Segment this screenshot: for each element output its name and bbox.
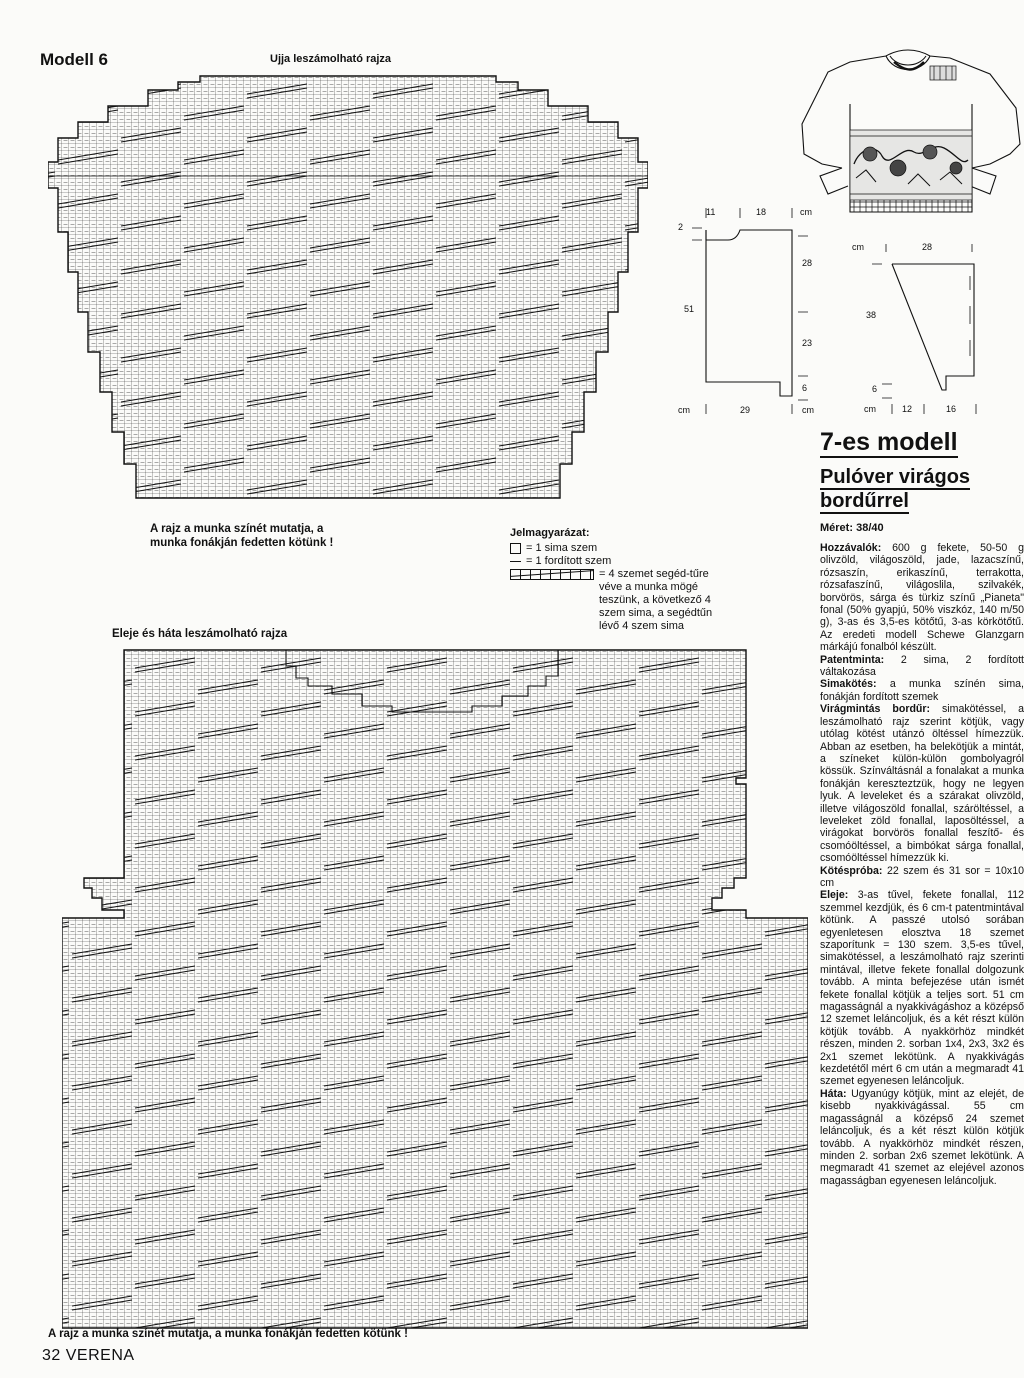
legend-cable	[510, 568, 735, 633]
legend-knit	[510, 542, 735, 555]
subtitle-line1: Pulóver virágos	[820, 466, 971, 488]
sleeve-rib: 6	[872, 384, 878, 394]
body-top-b: 18	[756, 207, 767, 217]
sleeve-schematic	[852, 236, 992, 420]
gauge-text: 22 szem és 31 sor = 10x10 cm	[820, 864, 1024, 889]
sleeve-note	[150, 522, 333, 550]
rib-label: Patentminta:	[820, 653, 885, 666]
subtitle-line2: bordűrrel	[820, 490, 909, 512]
body-chart-title: Eleje és háta leszámolható rajza	[112, 628, 288, 640]
materials-paragraph	[820, 542, 1024, 654]
subtitle	[820, 466, 1024, 514]
sleeve-height: 38	[866, 310, 877, 320]
front-label: Eleje:	[820, 889, 849, 902]
gauge-label: Kötéspróba:	[820, 864, 883, 877]
instructions-text	[820, 542, 1024, 1187]
stockinette-label: Simakötés:	[820, 678, 877, 691]
body-left-height: 51	[684, 304, 695, 314]
legend	[510, 527, 735, 633]
body-right-upper: 28	[802, 258, 813, 268]
sleeve-top-unit: cm	[852, 242, 864, 252]
materials-label: Hozzávalók:	[820, 542, 882, 554]
body-top-unit: cm	[800, 207, 812, 217]
sleeve-chart-title: Ujja leszámolható rajza	[270, 53, 392, 65]
model-label: Modell 6	[40, 50, 109, 69]
sleeve-chart	[48, 74, 648, 500]
sleeve-cuff-width: 12	[902, 404, 913, 414]
body-left-unit: cm	[678, 405, 690, 415]
legend-purl-text: = 1 fordított szem	[526, 555, 612, 567]
border-text: simakötéssel, a leszámolható rajz szerint kötjük, vagy utólag kötést utánzó öltéssel hímezzük. Abban az esetben, ha belekötjük a mintát, a színeket külön-külön gombolyagról kössük. Színváltásnál a fonalakat a munka fonákján kereszteztzük, hogy ne legyen lyuk. A leveleket és a szárakat olivzöld, illetve világoszöld fonallal, száröltéssel, a leveleket zöld fonallal, laposöltéssel, a virágokat borvörös fonallal feszítő- és csomóöltéssel, a bimbókat sárga fonallal, csomóöltéssel hímezzük ki.	[820, 703, 1024, 865]
page-title: 7-es modell	[820, 428, 958, 456]
body-note: A rajz a munka színét mutatja, a munka fonákján fedetten kötünk !	[48, 1328, 408, 1340]
knit-symbol-icon	[510, 543, 521, 554]
body-top-a: 11	[706, 207, 716, 217]
body-schematic	[668, 200, 828, 420]
materials-text: 600 g fekete, 50-50 g olivzöld, világoszöld, jade, lazacszínű, rózsaszín, erikaszínű, terrakotta, rózsafaszínű, világoslila, szilvakék, borvörös, sárga és türkiz színű „Pianeta" fonal (50% gyapjú, 50% viszkóz, 140 m/50 g), 3-as és 3,5-es kötőtű, 3-as körkötőtű. Az eredeti modell Schewe Glanzgarn márkájú fonalból készült.	[820, 542, 1024, 654]
back-label: Háta:	[820, 1087, 847, 1100]
sleeve-diag-width: 16	[946, 404, 957, 414]
rib-paragraph	[820, 654, 1024, 679]
legend-title: Jelmagyarázat:	[510, 527, 590, 539]
back-text: Ugyanúgy kötjük, mint az elejét, de kisebb nyakkivágással. 55 cm magasságnál a középső 24 szemet leláncoljuk, és a két részt külön kötjük tovább. A nyakkörhöz mindkét részen, minden 2. sorban 2x6 szemet lekötünk. A megmaradt 41 szemet az elejével azonos magasságban egyenesen leláncoljuk.	[820, 1087, 1024, 1187]
size-value: 38/40	[856, 522, 884, 534]
legend-cable-text: = 4 szemet segéd-tűre véve a munka mögé teszünk, a következő 4 szem sima, a segédtűn lévő 4 szem sima	[599, 568, 713, 632]
sweater-illustration	[790, 44, 1024, 224]
body-chart	[62, 648, 808, 1330]
stockinette-text: a munka színén sima, fonákján fordított szemek	[820, 678, 1024, 703]
purl-symbol-icon	[510, 561, 521, 562]
page-footer: 32 VERENA	[42, 1347, 135, 1364]
back-paragraph	[820, 1088, 1024, 1187]
gauge-paragraph	[820, 865, 1024, 890]
body-rib: 6	[802, 383, 808, 393]
body-right-lower: 23	[802, 338, 813, 348]
body-neck-drop: 2	[678, 222, 684, 232]
front-paragraph	[820, 889, 1024, 1088]
sleeve-bottom-unit: cm	[864, 404, 876, 414]
sleeve-note-line1: A rajz a munka színét mutatja, a	[150, 523, 324, 535]
body-bottom-width: 29	[740, 405, 751, 415]
sleeve-top-width: 28	[922, 242, 933, 252]
legend-purl	[510, 555, 735, 568]
front-text: 3-as tűvel, fekete fonallal, 112 szemmel kezdjük, és 6 cm-t patentmintával kötünk. A passzé utolsó sorában egyenletesen elosztva 18 szemet szaporítunk = 130 szem. 3,5-es tűvel, simakötéssel, a leszámolható rajz szerinti mintával, illetve fekete fonallal dolgozunk tovább. A minta befejezése után ismét fekete fonallal kötjük a teljes sort. 51 cm magasságnál a nyakkivágáshoz a középső 12 szemet leláncoljuk, és a két részt külön kötjük tovább. A nyakkörhöz mindkét részen, minden 2. sorban 1x4, 2x3, 3x2 és 2x1 szemet lekötünk. A nyakkivágás kezdetétől mért 6 cm után a megmaradt 41 szemet egyenesen leláncoljuk.	[820, 889, 1024, 1088]
size-label: Méret:	[820, 522, 854, 534]
sleeve-note-line2: munka fonákján fedetten kötünk !	[150, 537, 334, 549]
cable-symbol-icon	[510, 569, 594, 580]
border-label: Virágmintás bordűr:	[820, 703, 931, 716]
rib-text: 2 sima, 2 fordított váltakozása	[820, 653, 1024, 679]
legend-knit-text: = 1 sima szem	[526, 542, 598, 554]
body-bottom-unit: cm	[802, 405, 814, 415]
size-line	[820, 522, 1024, 534]
instructions-column	[820, 428, 1024, 1187]
stockinette-paragraph	[820, 678, 1024, 703]
border-paragraph	[820, 703, 1024, 864]
